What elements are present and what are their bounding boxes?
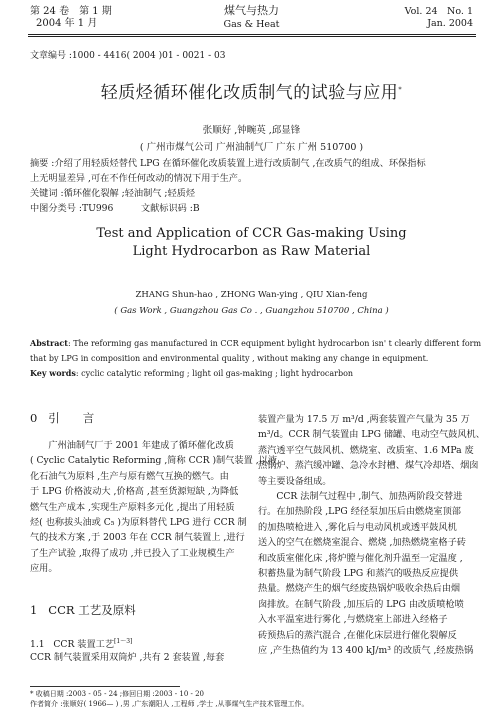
right-line-15: 砖预热后的蒸汽混合 ,在催化床层进行催化裂解反 bbox=[258, 629, 457, 641]
section-0-line-7: 气的技术方案 ,于 2003 年在 CCR 制气装置上 ,进行 bbox=[30, 532, 245, 544]
paper-title-text: 轻质烃循环催化改质制气的试验与应用 bbox=[100, 83, 399, 103]
section-0-title: 引 言 bbox=[48, 411, 95, 425]
paper-title-en-line-1: Test and Application of CCR Gas-making Using bbox=[96, 226, 407, 241]
abstract-en-line-2: that by LPG in composition and environmental quality , without making any change in equipment. bbox=[30, 354, 429, 363]
footnote-received: * 收稿日期 :2003 - 05 - 24 ;修回日期 :2003 - 10 - 20 bbox=[30, 690, 204, 698]
section-0-line-9: 应用。 bbox=[30, 563, 58, 575]
keywords-en-line bbox=[30, 366, 478, 381]
abstract-cn-line-1: 摘要 :介绍了用轻质烃替代 LPG 在循环催化改质装置上进行改质制气 ,在改质气的组成、环保指标 bbox=[30, 158, 426, 169]
affiliation-cn: ( 广州市煤气公司 广州油制气厂 广东 广州 510700 ) bbox=[139, 142, 364, 153]
header-rule-secondary bbox=[28, 36, 476, 37]
title-footnote-mark: * bbox=[398, 85, 403, 94]
right-line-13: 囱排放。在制气阶段 ,加压后的 LPG 由改质喷枪喷 bbox=[258, 598, 464, 610]
abstract-en-text-1: : The reforming gas manufactured in CCR equipment bylight hydrocarbon isn' t clearly different form bbox=[67, 339, 482, 348]
section-0-line-1: 广州油制气厂于 2001 年建成了循环催化改质 bbox=[30, 440, 234, 451]
header-rule bbox=[28, 34, 476, 35]
right-line-9: 送入的空气在燃烧室混合、燃烧 ,加热燃烧室格子砖 bbox=[258, 537, 466, 549]
classification-cn: 中图分类号 :TU996 文献标识码 :B bbox=[30, 203, 200, 214]
section-0-line-4: 于 LPG 价格波动大 ,价格高 ,甚至货源短缺 ,为降低 bbox=[30, 486, 239, 498]
keywords-cn: 关键词 :循环催化裂解 ;轻油制气 ;轻质烃 bbox=[30, 188, 196, 199]
right-line-4: 热锅炉、蒸汽缓冲罐、急冷水封槽、煤气冷却塔、烟囱 bbox=[258, 460, 479, 472]
paper-title-en-line-2: Light Hydrocarbon as Raw Material bbox=[132, 244, 371, 259]
affiliation-en: ( Gas Work , Guangzhou Gas Co . , Guangzhou 510700 , China ) bbox=[114, 306, 389, 316]
abstract-en-label: Abstract bbox=[30, 338, 68, 348]
header-volume-cn: 第 24 卷 第 1 期 bbox=[30, 6, 112, 17]
section-0-line-8: 了生产试验 ,取得了成功 ,并已投入了工业规模生产 bbox=[30, 547, 235, 559]
paper-title-cn bbox=[0, 78, 503, 103]
section-1-1-ref: [1～3] bbox=[114, 638, 133, 645]
section-1-number: 1 bbox=[30, 603, 38, 617]
footnote-author: 作者简介 :张顺好( 1966— ) ,男 ,广东潮阳人 ,工程师 ,学士 ,从事煤气生产技术管理工作。 bbox=[30, 700, 309, 708]
header-volume-en-block bbox=[405, 6, 473, 30]
footnote-rule bbox=[30, 686, 180, 687]
authors-en: ZHANG Shun-hao , ZHONG Wan-ying , QIU Xian-feng bbox=[135, 290, 368, 300]
section-0-line-3: 化石油气为原料 ,生产与原有燃气互换的燃气。由 bbox=[30, 470, 229, 482]
section-0-line-2: ( Cyclic Catalytic Reforming ,简称 CCR )制气装置 ,以液 bbox=[30, 455, 278, 467]
keywords-en-text: : cyclic catalytic reforming ; light oil gas-making ; light hydrocarbon bbox=[75, 369, 354, 378]
authors-cn: 张顺好 ,钟畹英 ,邱显锋 bbox=[202, 125, 301, 136]
right-line-5: 等主要设备组成。 bbox=[258, 475, 332, 487]
section-0-number: 0 bbox=[30, 411, 38, 425]
section-0-line-6: 烃( 也称拔头油或 C₅ )为原料替代 LPG 进行 CCR 制 bbox=[30, 517, 247, 528]
section-1-1-number: 1.1 bbox=[30, 639, 45, 651]
section-1-heading bbox=[30, 602, 240, 618]
keywords-en-label: Key words bbox=[30, 368, 76, 378]
header-volume-en: Vol. 24 No. 1 bbox=[404, 6, 473, 17]
right-line-14: 入水平温室进行雾化 ,与燃烧室上部进入经格子 bbox=[258, 614, 448, 626]
section-0-line-5: 燃气生产成本 ,实现生产原料多元化 ,提出了用轻质 bbox=[30, 501, 235, 513]
right-line-3: 蒸汽透平空气鼓风机、燃烧室、改质室、1.6 MPa 废 bbox=[258, 444, 474, 456]
header-date-cn: 2004 年 1 月 bbox=[36, 18, 98, 29]
abstract-cn-line-2: 上无明显差异 ,可在不作任何改动的情况下用于生产。 bbox=[30, 173, 248, 184]
abstract-en-line-1 bbox=[30, 336, 482, 351]
section-0-heading bbox=[30, 410, 240, 426]
right-line-7: 行。在加热阶段 ,LPG 经径泵加压后由燃烧室顶部 bbox=[258, 506, 461, 518]
right-line-12: 热量。燃烧产生的烟气经废热锅炉吸收余热后由烟 bbox=[258, 583, 461, 595]
header-date-en: Jan. 2004 bbox=[427, 18, 473, 29]
journal-name-en: Gas & Heat bbox=[223, 19, 280, 30]
section-1-1-line-1: CCR 制气装置采用双筒炉 ,共有 2 套装置 ,每套 bbox=[30, 652, 225, 663]
section-1-1-title: CCR 装置工艺 bbox=[53, 639, 115, 651]
journal-name-cn: 煤气与热力 bbox=[224, 4, 279, 17]
right-line-6: CCR 法制气过程中 ,制气、加热两阶段交替进 bbox=[258, 491, 463, 502]
section-1-title: CCR 工艺及原料 bbox=[48, 603, 136, 617]
right-line-16: 应 ,产生热值约为 13 400 kJ/m³ 的改质气 ,经废热锅 bbox=[258, 645, 474, 656]
right-line-11: 积蓄热量为制气阶段 LPG 和蒸汽的吸热反应提供 bbox=[258, 568, 459, 579]
right-line-10: 和改质室催化床 ,将炉膛与催化剂升温至一定温度 , bbox=[258, 552, 463, 564]
right-line-8: 的加热喷枪进入 ,雾化后与电动风机或透平鼓风机 bbox=[258, 521, 457, 533]
right-line-2: m³/d。CCR 制气装置由 LPG 储罐、电动空气鼓风机、 bbox=[258, 429, 485, 441]
right-line-1: 装置产量为 17.5 万 m³/d ,两套装置产气量为 35 万 bbox=[258, 414, 470, 425]
article-number: 文章编号 :1000 - 4416( 2004 )01 - 0021 - 03 bbox=[30, 51, 226, 61]
